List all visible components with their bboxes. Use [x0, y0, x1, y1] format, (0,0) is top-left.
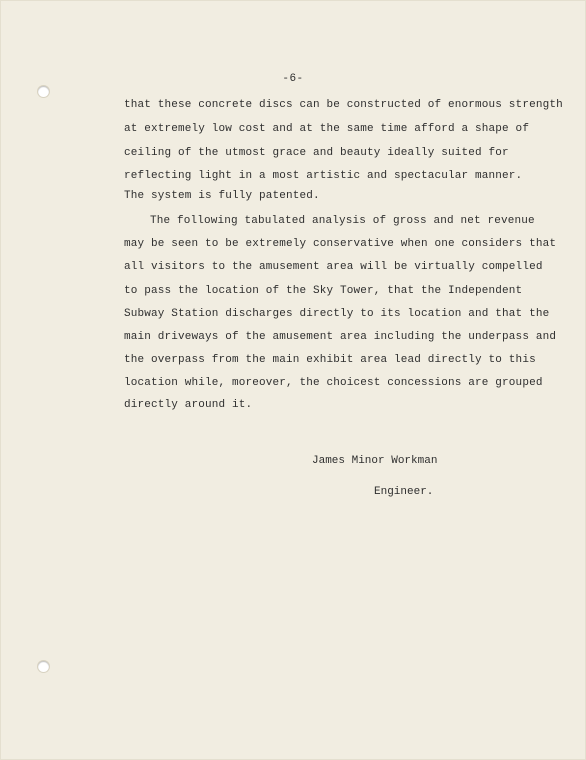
text-line: The system is fully patented.	[124, 190, 320, 202]
signature-title: Engineer.	[374, 486, 434, 498]
text-line: main driveways of the amusement area including the underpass and	[124, 331, 557, 343]
punch-hole-bottom	[38, 661, 49, 672]
text-line: reflecting light in a most artistic and spectacular manner.	[124, 170, 523, 182]
text-line: at extremely low cost and at the same time afford a shape of	[124, 123, 530, 135]
text-line: to pass the location of the Sky Tower, that the Independent	[124, 285, 523, 297]
text-line: that these concrete discs can be constructed of enormous strength	[124, 99, 563, 111]
text-line: directly around it.	[124, 399, 253, 411]
text-line: may be seen to be extremely conservative when one considers that	[124, 238, 557, 250]
text-line: the overpass from the main exhibit area lead directly to this	[124, 354, 536, 366]
text-line: location while, moreover, the choicest concessions are grouped	[124, 377, 543, 389]
text-line: all visitors to the amusement area will be virtually compelled	[124, 261, 543, 273]
page-number: -6-	[282, 73, 304, 85]
punch-hole-top	[38, 86, 49, 97]
text-line: The following tabulated analysis of gross and net revenue	[150, 215, 535, 227]
signature-name: James Minor Workman	[312, 455, 438, 467]
text-line: Subway Station discharges directly to its location and that the	[124, 308, 550, 320]
text-line: ceiling of the utmost grace and beauty ideally suited for	[124, 147, 509, 159]
